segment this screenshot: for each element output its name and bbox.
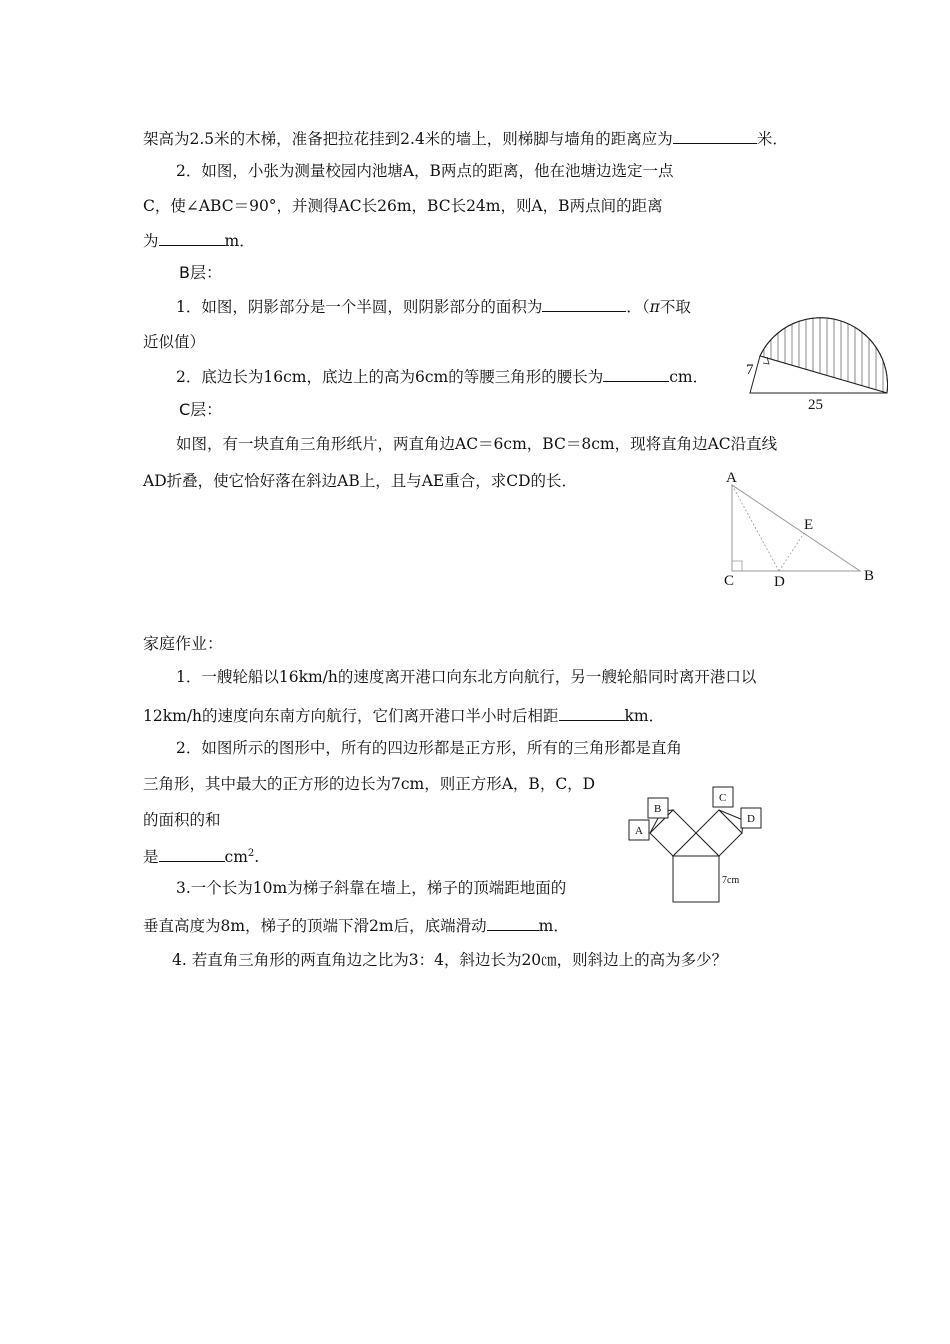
square-label-a: A [635,825,643,837]
square-label-c: C [719,792,727,804]
fold-line-ad [732,485,779,571]
vertex-label-c: C [724,573,735,589]
question-text: 12km/h的速度向东南方向航行，它们离开港口半小时后相距 [143,707,559,725]
prefix-text: 是 [143,848,159,867]
vertex-label-a: A [726,470,737,486]
question-text: 1．如图，阴影部分是一个半圆，则阴影部分的面积为 [176,298,543,316]
b-question-1-line-2: 近似值） [143,333,206,351]
prefix-text: 为 [143,232,159,250]
semicircle-figure [740,300,900,415]
hw-question-2-line-4 [143,844,259,867]
answer-blank[interactable] [603,366,669,382]
hw-question-2-line-3: 的面积的和 [143,811,221,829]
vertex-label-e: E [804,517,814,533]
hw-question-1-line-1: 1．一艘轮船以16km/h的速度离开港口向东北方向航行，另一艘轮船同时离开港口以 [176,668,757,686]
unit-text: km． [624,707,665,725]
hw-question-2-line-1: 2．如图所示的图形中，所有的四边形都是正方形，所有的三角形都是直角 [176,739,682,757]
unit-text: cm [224,848,248,867]
section-c-heading: C层： [179,400,223,419]
hw-question-2-line-2: 三角形，其中最大的正方形的边长为7cm，则正方形A，B，C，D [143,775,596,793]
unit-superscript: 2 [247,848,255,859]
punct-text: . [254,848,260,867]
answer-blank[interactable] [673,128,757,144]
unit-text: 米． [756,130,788,148]
vertex-label-b: B [864,568,875,584]
answer-blank[interactable] [159,846,225,862]
unit-text: cm． [669,368,709,386]
unit-text: m． [538,917,569,935]
answer-blank[interactable] [159,230,225,246]
question-text: 2．底边长为16cm，底边上的高为6cm的等腰三角形的腰长为 [176,368,604,386]
hw-question-3-line-1: 3.一个长为10m为梯子斜靠在墙上，梯子的顶端距地面的 [176,879,567,897]
hw-question-1-line-2 [143,705,664,726]
triangle-abc [732,485,860,571]
segment-de [779,533,804,571]
pi-symbol: π [649,298,660,316]
right-angle-mark [732,561,742,571]
largest-square [673,856,719,902]
homework-heading: 家庭作业： [143,634,224,653]
punct-text: ．（ [626,298,650,316]
square-label-b: B [654,803,662,815]
c-question-line-1: 如图，有一块直角三角形纸片，两直角边AC＝6cm，BC＝8cm，现将直角边AC沿直线 [176,435,778,453]
section-b-heading: B层： [179,263,222,282]
b-question-1-line-1 [176,296,691,317]
square-label-d: D [747,813,755,825]
side-label-7: 7 [746,362,754,378]
question-2-line-1: 2．如图，小张为测量校园内池塘A，B两点的距离，他在池塘边选定一点 [176,162,674,180]
squares-figure [620,780,780,910]
question-text: 垂直高度为8m，梯子的顶端下滑2m后，底端滑动 [143,917,487,935]
hw-question-3-line-2 [143,915,569,936]
hw-question-4-line: 4. 若直角三角形的两直角边之比为3：4，斜边长为20㎝，则斜边上的高为多少？ [172,951,728,969]
b-question-2-line [176,366,708,387]
vertex-label-d: D [774,574,785,590]
side-label-25: 25 [808,397,823,413]
answer-blank[interactable] [487,915,539,931]
folded-triangle-figure [720,465,890,590]
question-text: 不取 [659,298,691,316]
answer-blank[interactable] [559,705,625,721]
fill-blank-ladder-line [143,128,788,149]
ladder-question-text: 架高为2.5米的木梯，准备把拉花挂到2.4米的墙上，则梯脚与墙角的距离应为 [143,130,673,148]
c-question-line-2: AD折叠，使它恰好落在斜边AB上，且与AE重合，求CD的长． [143,472,578,490]
unit-text: m． [224,232,255,250]
question-2-line-2: C，使∠ABC＝90°，并测得AC长26m，BC长24m，则A，B两点间的距离 [143,197,663,215]
side-length-label: 7cm [722,875,740,886]
answer-blank[interactable] [542,296,626,312]
question-2-line-3 [143,230,255,251]
